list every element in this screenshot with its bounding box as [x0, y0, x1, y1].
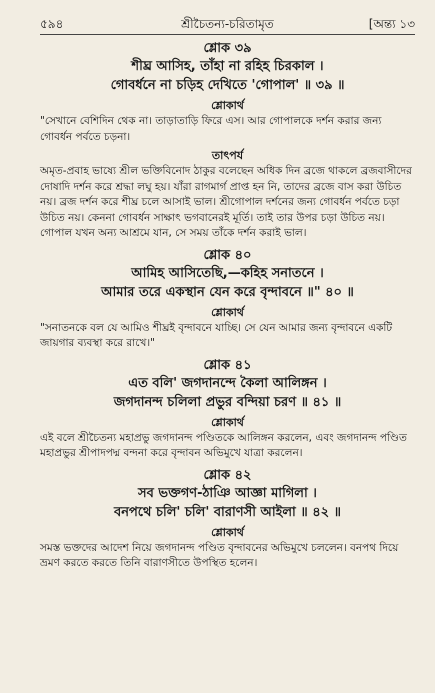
verse-block-39	[40, 41, 415, 242]
shloka-number: শ্লোক ৪২	[203, 467, 252, 483]
translation-label: শ্লোকার্থ	[211, 99, 244, 112]
verse-line: সব ভক্তগণ-ঠাঞি আজ্ঞা মাগিলা ।	[138, 485, 317, 501]
page-number: ৫৯৪	[40, 17, 64, 31]
purport-text: অমৃত-প্রবাহ ভাষ্যে শ্রীল ভক্তিবিনোদ ঠাকুর বলেছেন অধিক দিন ব্রজে থাকলে ব্রজবাসীদের দোষাদি দর্শন করে শ্রদ্ধা লঘু হয়। যাঁরা রাগমার্গ প্রাপ্ত হন নি, তাদের ব্রজে বাস করা উচিত নয়। ব্রজ দর্শন করে শীঘ্র চলে আসাই ভাল। শ্রীগোপাল দর্শনের জন্য গোবর্ধন পর্বতে চড়া উচিত নয়। কেননা গোবর্ধন সাক্ষাৎ ভগবানেরই মূর্তি। তাই তার উপর চড়া উচিত নয়। গোপাল যখন অন্য আশ্রমে যান, সে সময় তাঁকে দর্শন করাই ভাল।	[40, 165, 412, 239]
translation-text: এই বলে শ্রীচৈতন্য মহাপ্রভু জগদানন্দ পণ্ডিতকে আলিঙ্গন করলেন, এবং জগদানন্দ পণ্ডিত মহাপ্রভুর শ্রীপাদপদ্ম বন্দনা করে বৃন্দাবন অভিমুখে যাত্রা করলেন।	[40, 431, 407, 459]
translation-label: শ্লোকার্থ	[211, 525, 244, 539]
translation-text: সমস্ত ভক্তদের আদেশ নিয়ে জগদানন্দ পণ্ডিত বৃন্দাবনের অভিমুখে চললেন। বনপথ দিয়ে ভ্রমণ করতে করতে তিনি বারাণসীতে উপস্থিত হলেন।	[40, 541, 399, 569]
verse-block-41	[40, 358, 415, 462]
verse-line: আমার তরে একস্থান যেন করে বৃন্দাবনে ॥" ৪০ ॥	[101, 284, 354, 300]
verse-line: এত বলি' জগদানন্দে কৈলা আলিঙ্গন ।	[128, 375, 327, 391]
verse-line: জগদানন্দ চলিলা প্রভুর বন্দিয়া চরণ ॥ ৪১ ॥	[113, 394, 342, 410]
verse-line: শীঘ্র আসিহ, তাঁহা না রহিহ চিরকাল ।	[131, 59, 324, 74]
verse-block-40	[40, 248, 415, 352]
translation-text: "সনাতনকে বল যে আমিও শীঘ্রই বৃন্দাবনে যাচ্ছি। সে যেন আমার জন্য বৃন্দাবনে একটি জায়গার ব্যবস্থা করে রাখে।"	[40, 321, 393, 349]
verse-line: বনপথে চলি' চলি' বারাণসী আইলা ॥ ৪২ ॥	[113, 504, 342, 520]
verse-block-42	[40, 468, 415, 572]
purport-label: তাৎপর্য	[211, 149, 244, 162]
verse-line: গোবর্ধনে না চড়িহ দেখিতে 'গোপাল' ॥ ৩৯ ॥	[110, 78, 345, 93]
shloka-number: শ্লোক ৪১	[203, 357, 252, 373]
verse-line: আমিহ আসিতেছি,—কহিহ সনাতনে ।	[131, 265, 324, 281]
page-header	[40, 14, 415, 35]
translation-label: শ্লোকার্থ	[211, 305, 244, 319]
translation-text: "সেখানে বেশিদিন থেক না। তাড়াতাড়ি ফিরে এস। আর গোপালকে দর্শন করার জন্য গোবর্ধন পর্বতে চড়না।	[40, 115, 382, 143]
section-marker: [অন্ত্য ১৩	[368, 17, 415, 31]
translation-label: শ্লোকার্থ	[211, 415, 244, 429]
running-title: শ্রীচৈতন্য-চরিতামৃত	[181, 17, 274, 31]
shloka-number: শ্লোক ৪০	[203, 247, 252, 263]
shloka-number: শ্লোক ৩৯	[203, 41, 252, 56]
